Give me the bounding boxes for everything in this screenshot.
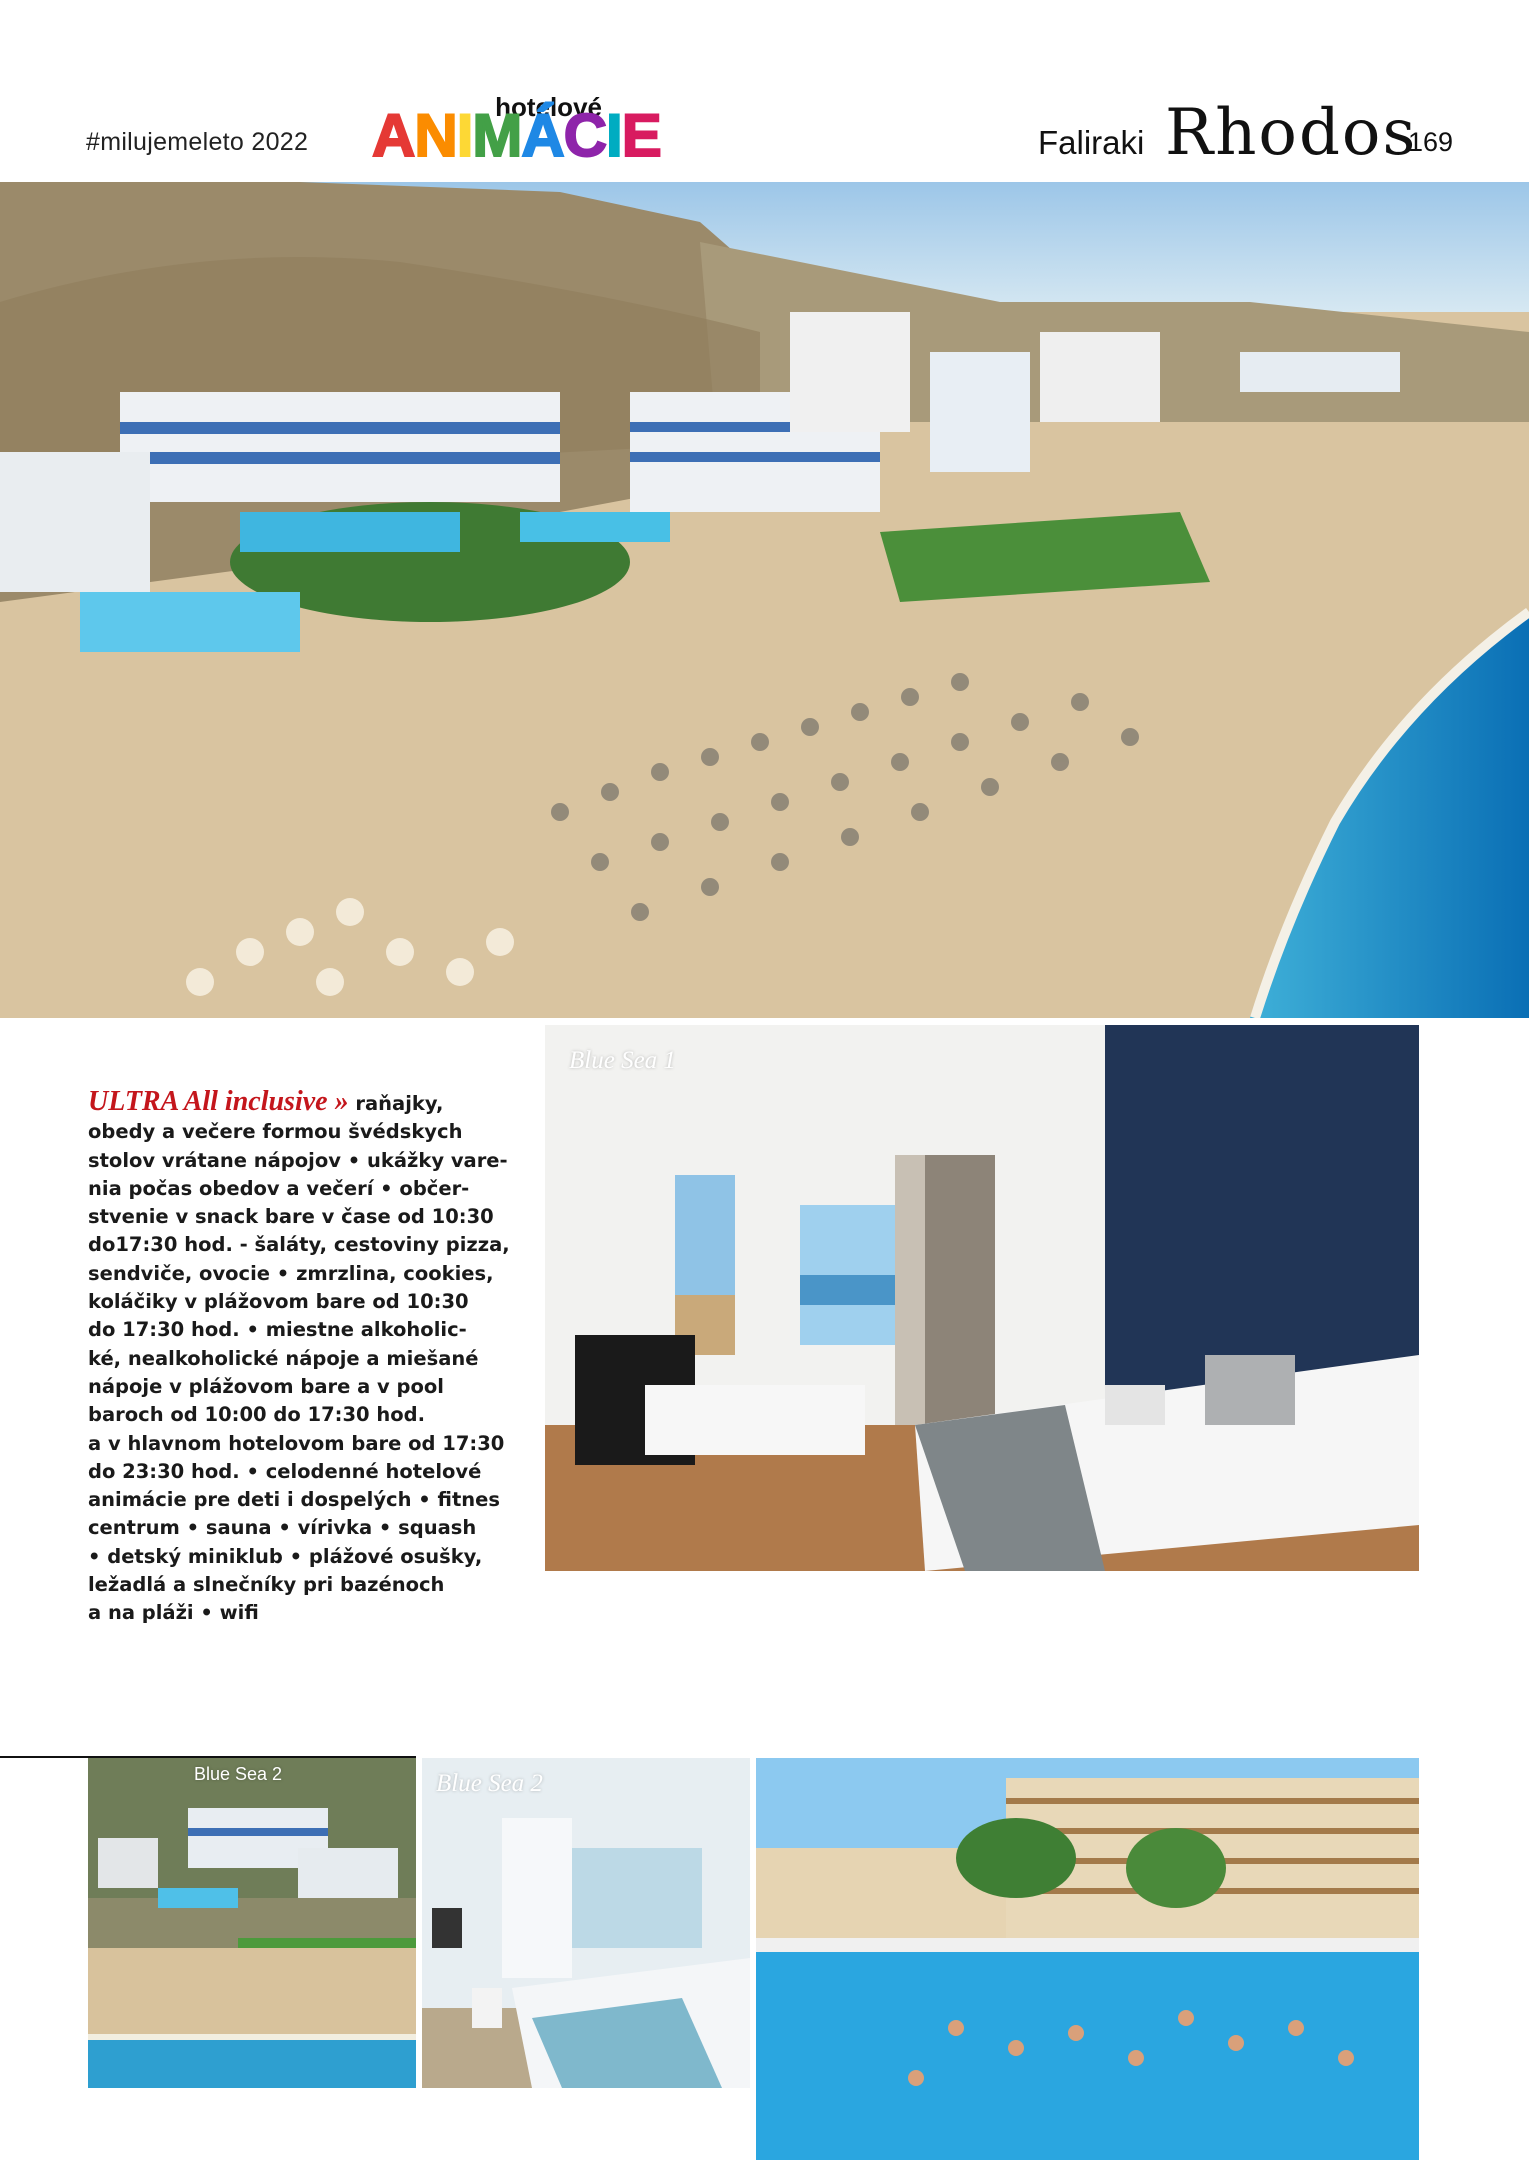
description-line: koláčiky v plážovom bare od 10:30: [88, 1290, 469, 1314]
logo-letter: A: [372, 102, 415, 169]
description-line: a na pláži • wifi: [88, 1601, 259, 1625]
brand-logo: [372, 92, 661, 169]
logo-letter: E: [621, 102, 661, 169]
caption-room-blue-sea-2: Blue Sea 2: [436, 1770, 543, 1797]
description-line: obedy a večere formou švédskych: [88, 1120, 463, 1144]
description-line: ké, nealkoholické nápoje a miešané: [88, 1346, 479, 1370]
region-title: Rhodos: [1165, 96, 1418, 170]
description-line: nia počas obedov a večerí • občer-: [88, 1176, 470, 1200]
caption-blue-sea-1: Blue Sea 1: [569, 1047, 676, 1074]
logo-letter: I: [456, 102, 473, 169]
room-photo-blue-sea-2: [422, 1758, 750, 2088]
logo-letters: [372, 102, 661, 169]
description-line: nápoje v plážovom bare a v pool: [88, 1374, 444, 1398]
room-photo-blue-sea-1: [545, 1025, 1419, 1571]
inclusive-description: [88, 1086, 510, 1628]
logo-letter: I: [606, 102, 622, 169]
description-line: do 17:30 hod. • miestne alkoholic-: [88, 1318, 467, 1342]
description-line: a v hlavnom hotelovom bare od 17:30: [88, 1431, 505, 1455]
description-line: raňajky,: [355, 1092, 444, 1115]
ultra-all-inclusive-heading: ULTRA All inclusive »: [88, 1086, 349, 1117]
description-line: animácie pre deti i dospelých • fitnes: [88, 1488, 501, 1512]
description-line: • detský miniklub • plážové osušky,: [88, 1544, 483, 1568]
description-line: sendviče, ovocie • zmrzlina, cookies,: [88, 1261, 494, 1285]
logo-small-text: hotelové: [495, 92, 602, 122]
description-first-line: [88, 1088, 498, 1118]
description-line: do 23:30 hod. • celodenné hotelové: [88, 1459, 482, 1483]
pool-photo: [756, 1758, 1419, 2160]
description-line: ležadlá a slnečníky pri bazénoch: [88, 1573, 445, 1597]
description-line: stolov vrátane nápojov • ukážky vare-: [88, 1148, 508, 1172]
description-line: centrum • sauna • vírivka • squash: [88, 1516, 477, 1540]
logo-letter: N: [414, 102, 457, 169]
description-line: baroch od 10:00 do 17:30 hod.: [88, 1403, 426, 1427]
hashtag-text: #milujemeleto 2022: [86, 128, 309, 156]
logo-letter: M: [472, 102, 522, 169]
hero-aerial-photo: [0, 182, 1529, 1018]
aerial-photo-blue-sea-2: [88, 1758, 416, 2088]
logo-letter: C: [563, 102, 607, 169]
logo-letter: Á: [521, 102, 564, 169]
description-line: do17:30 hod. - šaláty, cestoviny pizza,: [88, 1233, 510, 1257]
page-number: 169: [1408, 127, 1454, 157]
location-label: Faliraki: [1038, 124, 1145, 161]
caption-aerial-blue-sea-2: Blue Sea 2: [194, 1764, 283, 1784]
description-line: stvenie v snack bare v čase od 10:30: [88, 1205, 494, 1229]
